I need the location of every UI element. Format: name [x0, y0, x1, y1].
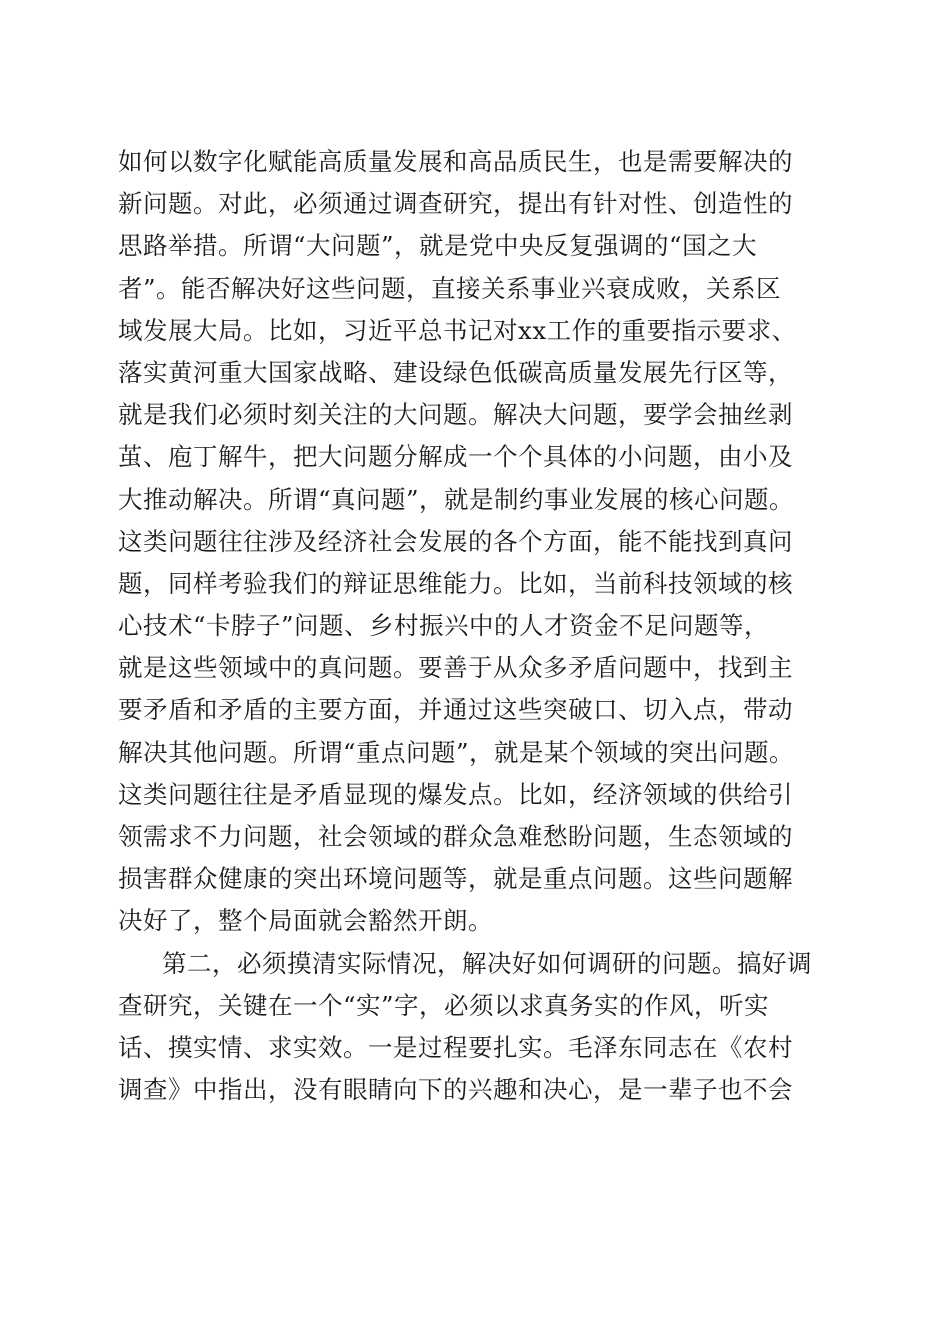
body-text — [118, 141, 838, 1111]
text-line: 解决其他问题。所谓“重点问题”，就是某个领域的突出问题。 — [118, 737, 795, 767]
text-line: 落实黄河重大国家战略、建设绿色低碳高质量发展先行区等， — [118, 357, 793, 387]
text-line: 域发展大局。比如，习近平总书记对xx工作的重要指示要求、 — [118, 315, 797, 345]
text-line: 领需求不力问题，社会领域的群众急难愁盼问题，生态领域的 — [118, 822, 793, 851]
text-line: 话、摸实情、求实效。一是过程要扎实。毛泽东同志在《农村 — [118, 1032, 793, 1062]
text-line: 就是我们必须时刻关注的大问题。解决大问题，要学会抽丝剥 — [118, 400, 793, 430]
text-line: 大推动解决。所谓“真问题”，就是制约事业发展的核心问题。 — [118, 484, 795, 514]
text-line: 这类问题往往涉及经济社会发展的各个方面，能不能找到真问 — [118, 526, 793, 556]
text-line: 查研究，关键在一个“实”字，必须以求真务实的作风，听实 — [118, 990, 770, 1020]
text-line: 题，同样考验我们的辩证思维能力。比如，当前科技领域的核 — [118, 568, 793, 598]
text-line: 损害群众健康的突出环境问题等，就是重点问题。这些问题解 — [118, 864, 793, 894]
text-line: 调查》中指出，没有眼睛向下的兴趣和决心，是一辈子也不会 — [118, 1075, 793, 1105]
text-line: 茧、庖丁解牛，把大问题分解成一个个具体的小问题，由小及 — [118, 442, 793, 472]
paragraph-start-line: 第二，必须摸清实际情况，解决好如何调研的问题。搞好调 — [162, 948, 812, 978]
text-line: 决好了，整个局面就会豁然开朗。 — [118, 906, 493, 936]
text-line: 这类问题往往是矛盾显现的爆发点。比如，经济领域的供给引 — [118, 779, 793, 809]
text-line: 如何以数字化赋能高质量发展和高品质民生，也是需要解决的 — [118, 147, 793, 176]
text-line: 思路举措。所谓“大问题”，就是党中央反复强调的“国之大 — [118, 231, 758, 261]
text-line: 就是这些领域中的真问题。要善于从众多矛盾问题中，找到主 — [118, 653, 793, 683]
text-line: 心技术“卡脖子”问题、乡村振兴中的人才资金不足问题等， — [118, 611, 770, 641]
text-line: 者”。能否解决好这些问题，直接关系事业兴衰成败，关系区 — [118, 273, 782, 303]
text-line: 要矛盾和矛盾的主要方面，并通过这些突破口、切入点，带动 — [118, 695, 793, 725]
text-line: 新问题。对此，必须通过调查研究，提出有针对性、创造性的 — [118, 189, 793, 219]
